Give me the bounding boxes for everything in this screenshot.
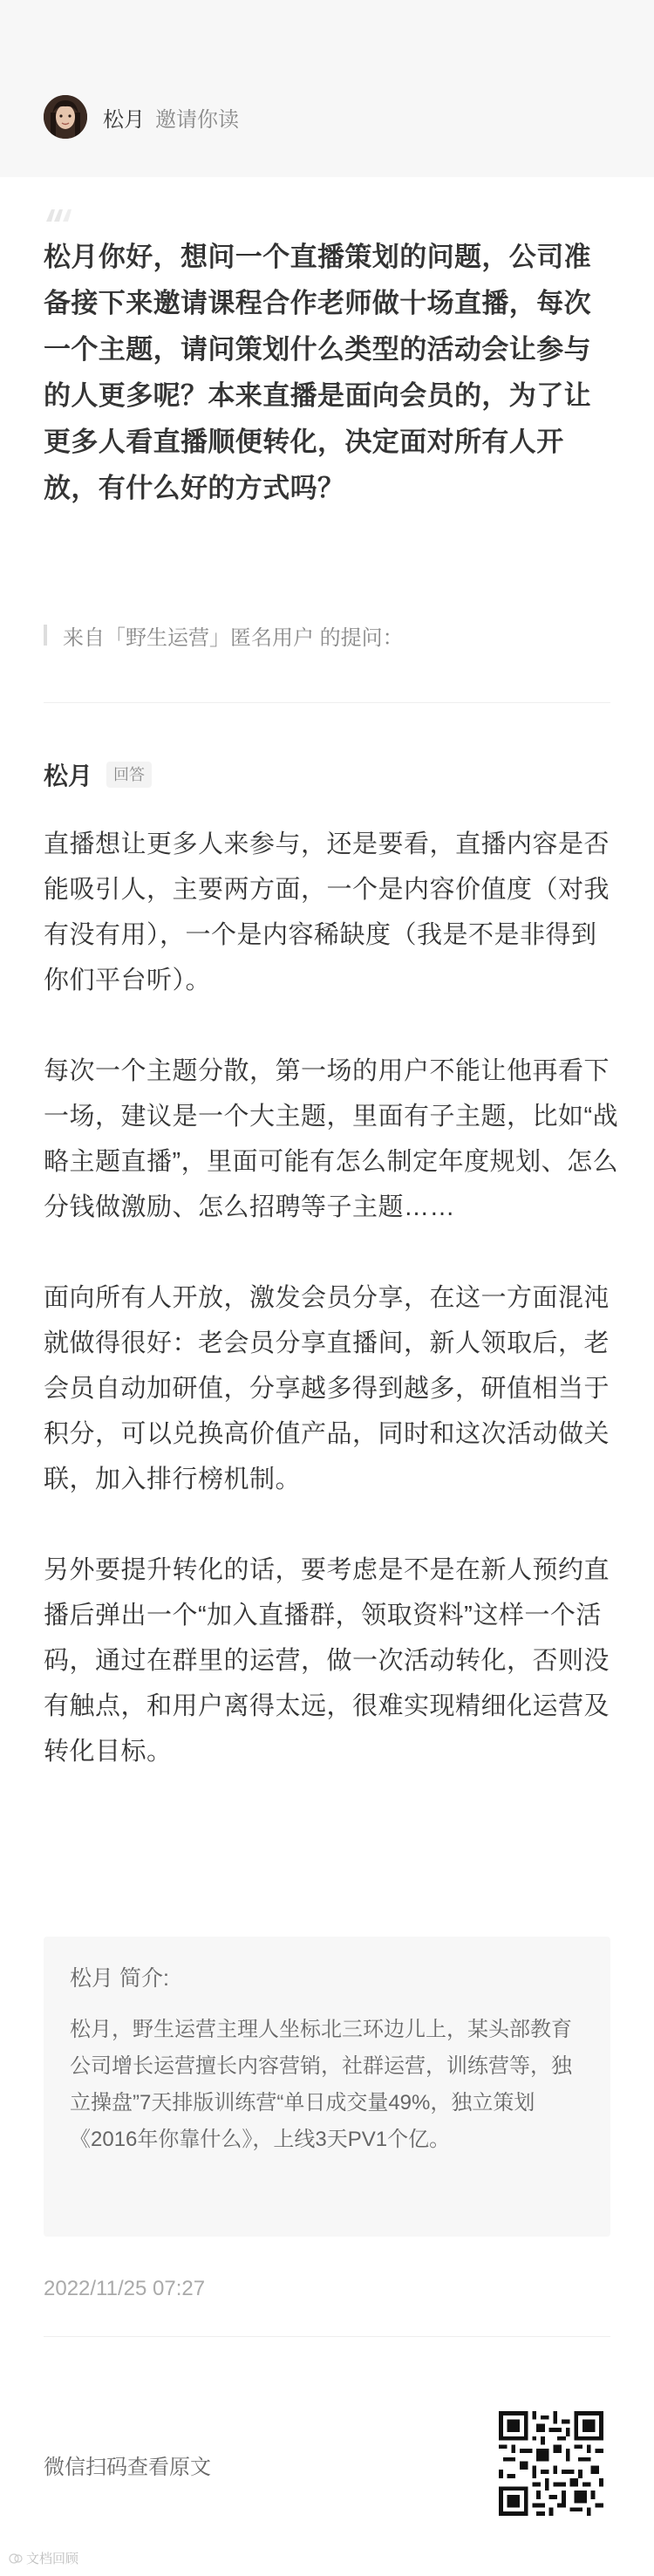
- answerer-name[interactable]: 松月: [44, 762, 93, 789]
- inviter-name[interactable]: 松月: [103, 107, 145, 132]
- inviter-action: 邀请你读: [155, 107, 239, 132]
- bio-card: [44, 1937, 610, 2237]
- divider: [44, 702, 610, 703]
- asker-text: 来自「野生运营」匿名用户 的提问：: [63, 625, 404, 650]
- wechat-hint: 微信扫码查看原文: [44, 2456, 211, 2479]
- avatar[interactable]: [44, 95, 87, 139]
- answer-tag: 回答: [106, 762, 152, 788]
- watermark-text: 文档回顾: [26, 2552, 79, 2566]
- answer-body: [44, 822, 619, 1820]
- question-text: 松月你好，想问一个直播策划的问题，公司准备接下来邀请课程合作老师做十场直播，每次一个主题，请问策划什么类型的活动会让参与的人更多呢？本来直播是面向会员的，为了让更多人看直播顺便转化，决定面对所有人开放，有什么好的方式吗？: [44, 242, 591, 503]
- answer-paragraph: 直播想让更多人来参与，还是要看，直播内容是否能吸引人，主要两方面，一个是内容价值度（对我有没有用），一个是内容稀缺度（我是不是非得到你们平台听）。: [44, 830, 610, 994]
- answer-paragraph: 另外要提升转化的话，要考虑是不是在新人预约直播后弹出一个“加入直播群，领取资料”这样一个活码，通过在群里的运营，做一次活动转化，否则没有触点，和用户离得太远，很难实现精细化运营及转化目标。: [44, 1556, 610, 1766]
- quote-icon: [44, 206, 78, 228]
- qr-code-icon[interactable]: [499, 2411, 603, 2516]
- bio-text: 松月，野生运营主理人坐标北三环边儿上，某头部教育公司增长运营擅长内容营销，社群运营，训练营等，独立操盘”7天排版训练营“单日成交量49%，独立策划《2016年你靠什么》，上线3天PV1个亿。: [70, 2018, 572, 2151]
- answerer: [44, 757, 152, 792]
- asker-bar: [44, 625, 47, 646]
- post-date: 2022/11/25 07:27: [44, 2277, 206, 2300]
- watermark: [9, 2549, 78, 2567]
- watermark-icon: [9, 2552, 23, 2565]
- header-bar: [0, 0, 654, 177]
- inviter: [44, 94, 239, 140]
- footer-divider: [44, 2336, 610, 2337]
- answer-paragraph: 每次一个主题分散，第一场的用户不能让他再看下一场，建议是一个大主题，里面有子主题，比如“战略主题直播”，里面可能有怎么制定年度规划、怎么分钱做激励、怎么招聘等子主题……: [44, 1057, 619, 1221]
- answer-paragraph: 面向所有人开放，激发会员分享，在这一方面混沌就做得很好：老会员分享直播间，新人领取后，老会员自动加研值，分享越多得到越多，研值相当于积分，可以兑换高价值产品，同时和这次活动做关联，加入排行榜机制。: [44, 1284, 610, 1493]
- bio-title: 松月 简介:: [70, 1966, 169, 1991]
- asker-line: [44, 618, 404, 653]
